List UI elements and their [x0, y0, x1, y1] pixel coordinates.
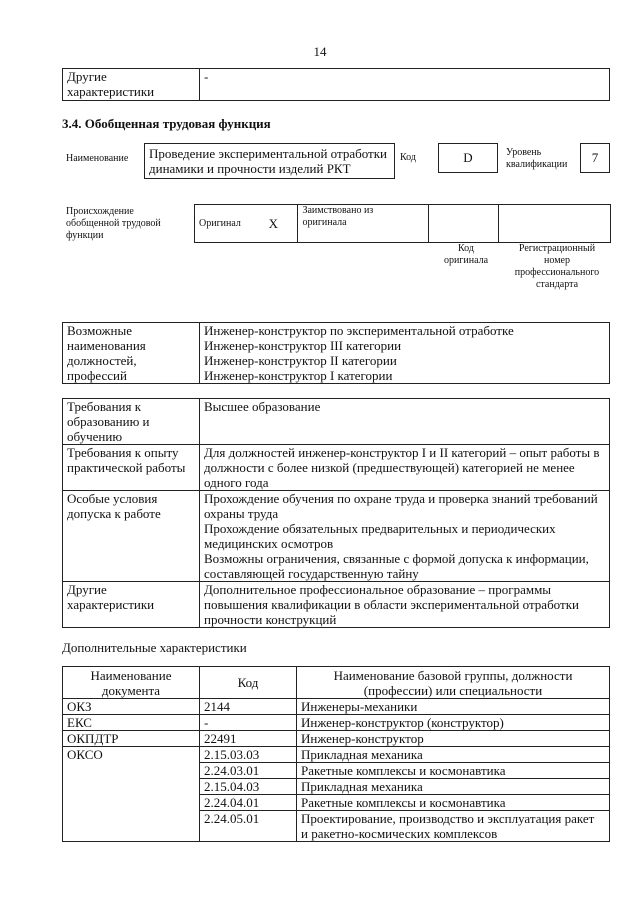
row-doc: ОКЗ	[63, 699, 200, 715]
table-row	[63, 731, 610, 747]
registration-number-cell	[499, 205, 611, 243]
row-name: Ракетные комплексы и космонавтика	[297, 763, 610, 779]
education-label: Требования к образованию и обучению	[63, 399, 200, 445]
page-number: 14	[313, 44, 327, 59]
row-name: Инженер-конструктор	[297, 731, 610, 747]
registration-number-caption: Регистрационный номер профессионального стандарта	[514, 243, 600, 290]
row-name: Инженер-конструктор (конструктор)	[297, 715, 610, 731]
header-name: Наименование базовой группы, должности (профессии) или специальности	[297, 667, 610, 699]
row-name: Прикладная механика	[297, 779, 610, 795]
positions-list	[200, 323, 610, 384]
row-code: -	[200, 715, 297, 731]
row-code: 2.15.04.03	[200, 779, 297, 795]
function-code-box: D	[438, 143, 498, 173]
row-name: Прикладная механика	[297, 747, 610, 763]
experience-label: Требования к опыту практической работы	[63, 445, 200, 491]
table-row	[63, 699, 610, 715]
header-document: Наименование документа	[63, 667, 200, 699]
row-code: 22491	[200, 731, 297, 747]
row-name: Проектирование, производство и эксплуатация ракет и ракетно-космических комплексов	[297, 811, 610, 842]
row-doc: ОКСО	[63, 747, 200, 842]
borrowed-cell: Заимствовано из оригинала	[298, 205, 428, 243]
origin-table	[194, 204, 611, 243]
row-name: Ракетные комплексы и космонавтика	[297, 795, 610, 811]
top-other-characteristics-table	[62, 68, 610, 101]
name-label: Наименование	[66, 153, 129, 164]
row-code: 2.24.04.01	[200, 795, 297, 811]
positions-label: Возможные наименования должностей, профессий	[63, 323, 200, 384]
row-name: Инженеры-механики	[297, 699, 610, 715]
education-value: Высшее образование	[200, 399, 610, 445]
special-conditions-value: Прохождение обучения по охране труда и проверка знаний требований охраны труда Прохождение обязательных предварительных и периодических медицинских осмотров Возможны ограничения, связанные с формой допуска к информации, составляющей государственную тайну	[200, 491, 610, 582]
row-code: 2.24.03.01	[200, 763, 297, 779]
row-code: 2144	[200, 699, 297, 715]
other-label: Другие характеристики	[63, 582, 200, 628]
additional-table	[62, 666, 610, 842]
requirements-table	[62, 398, 610, 628]
original-code-caption: Код оригинала	[443, 243, 489, 266]
other-characteristics-label: Другие характеристики	[63, 69, 200, 101]
qualification-level-label: Уровень квалификации	[506, 147, 568, 170]
experience-value: Для должностей инженер-конструктор I и II категорий – опыт работы в должности с более низкой (предшествующей) категорией не менее одного года	[200, 445, 610, 491]
qualification-level-box: 7	[580, 143, 610, 173]
list-item: Инженер-конструктор I категории	[204, 368, 393, 383]
original-code-cell	[428, 205, 499, 243]
header-code: Код	[200, 667, 297, 699]
original-mark-cell: X	[265, 205, 298, 243]
additional-heading: Дополнительные характеристики	[62, 640, 247, 655]
function-name-box: Проведение экспериментальной отработки динамики и прочности изделий РКТ	[144, 143, 395, 179]
row-doc: ЕКС	[63, 715, 200, 731]
other-characteristics-value: -	[200, 69, 610, 101]
code-label: Код	[400, 152, 416, 163]
original-label-cell: Оригинал	[195, 205, 265, 243]
table-row	[63, 715, 610, 731]
list-item: Инженер-конструктор по экспериментальной отработке	[204, 323, 514, 338]
other-value: Дополнительное профессиональное образование – программы повышения квалификации в области экспериментальной отработки прочности конструкций	[200, 582, 610, 628]
positions-table	[62, 322, 610, 384]
row-doc: ОКПДТР	[63, 731, 200, 747]
row-code: 2.24.05.01	[200, 811, 297, 842]
origin-label: Происхождение обобщенной трудовой функции	[66, 206, 161, 241]
list-item: Инженер-конструктор II категории	[204, 353, 397, 368]
section-heading: 3.4. Обобщенная трудовая функция	[62, 116, 271, 131]
table-row	[63, 747, 610, 763]
list-item: Инженер-конструктор III категории	[204, 338, 402, 353]
special-conditions-label: Особые условия допуска к работе	[63, 491, 200, 582]
row-code: 2.15.03.03	[200, 747, 297, 763]
